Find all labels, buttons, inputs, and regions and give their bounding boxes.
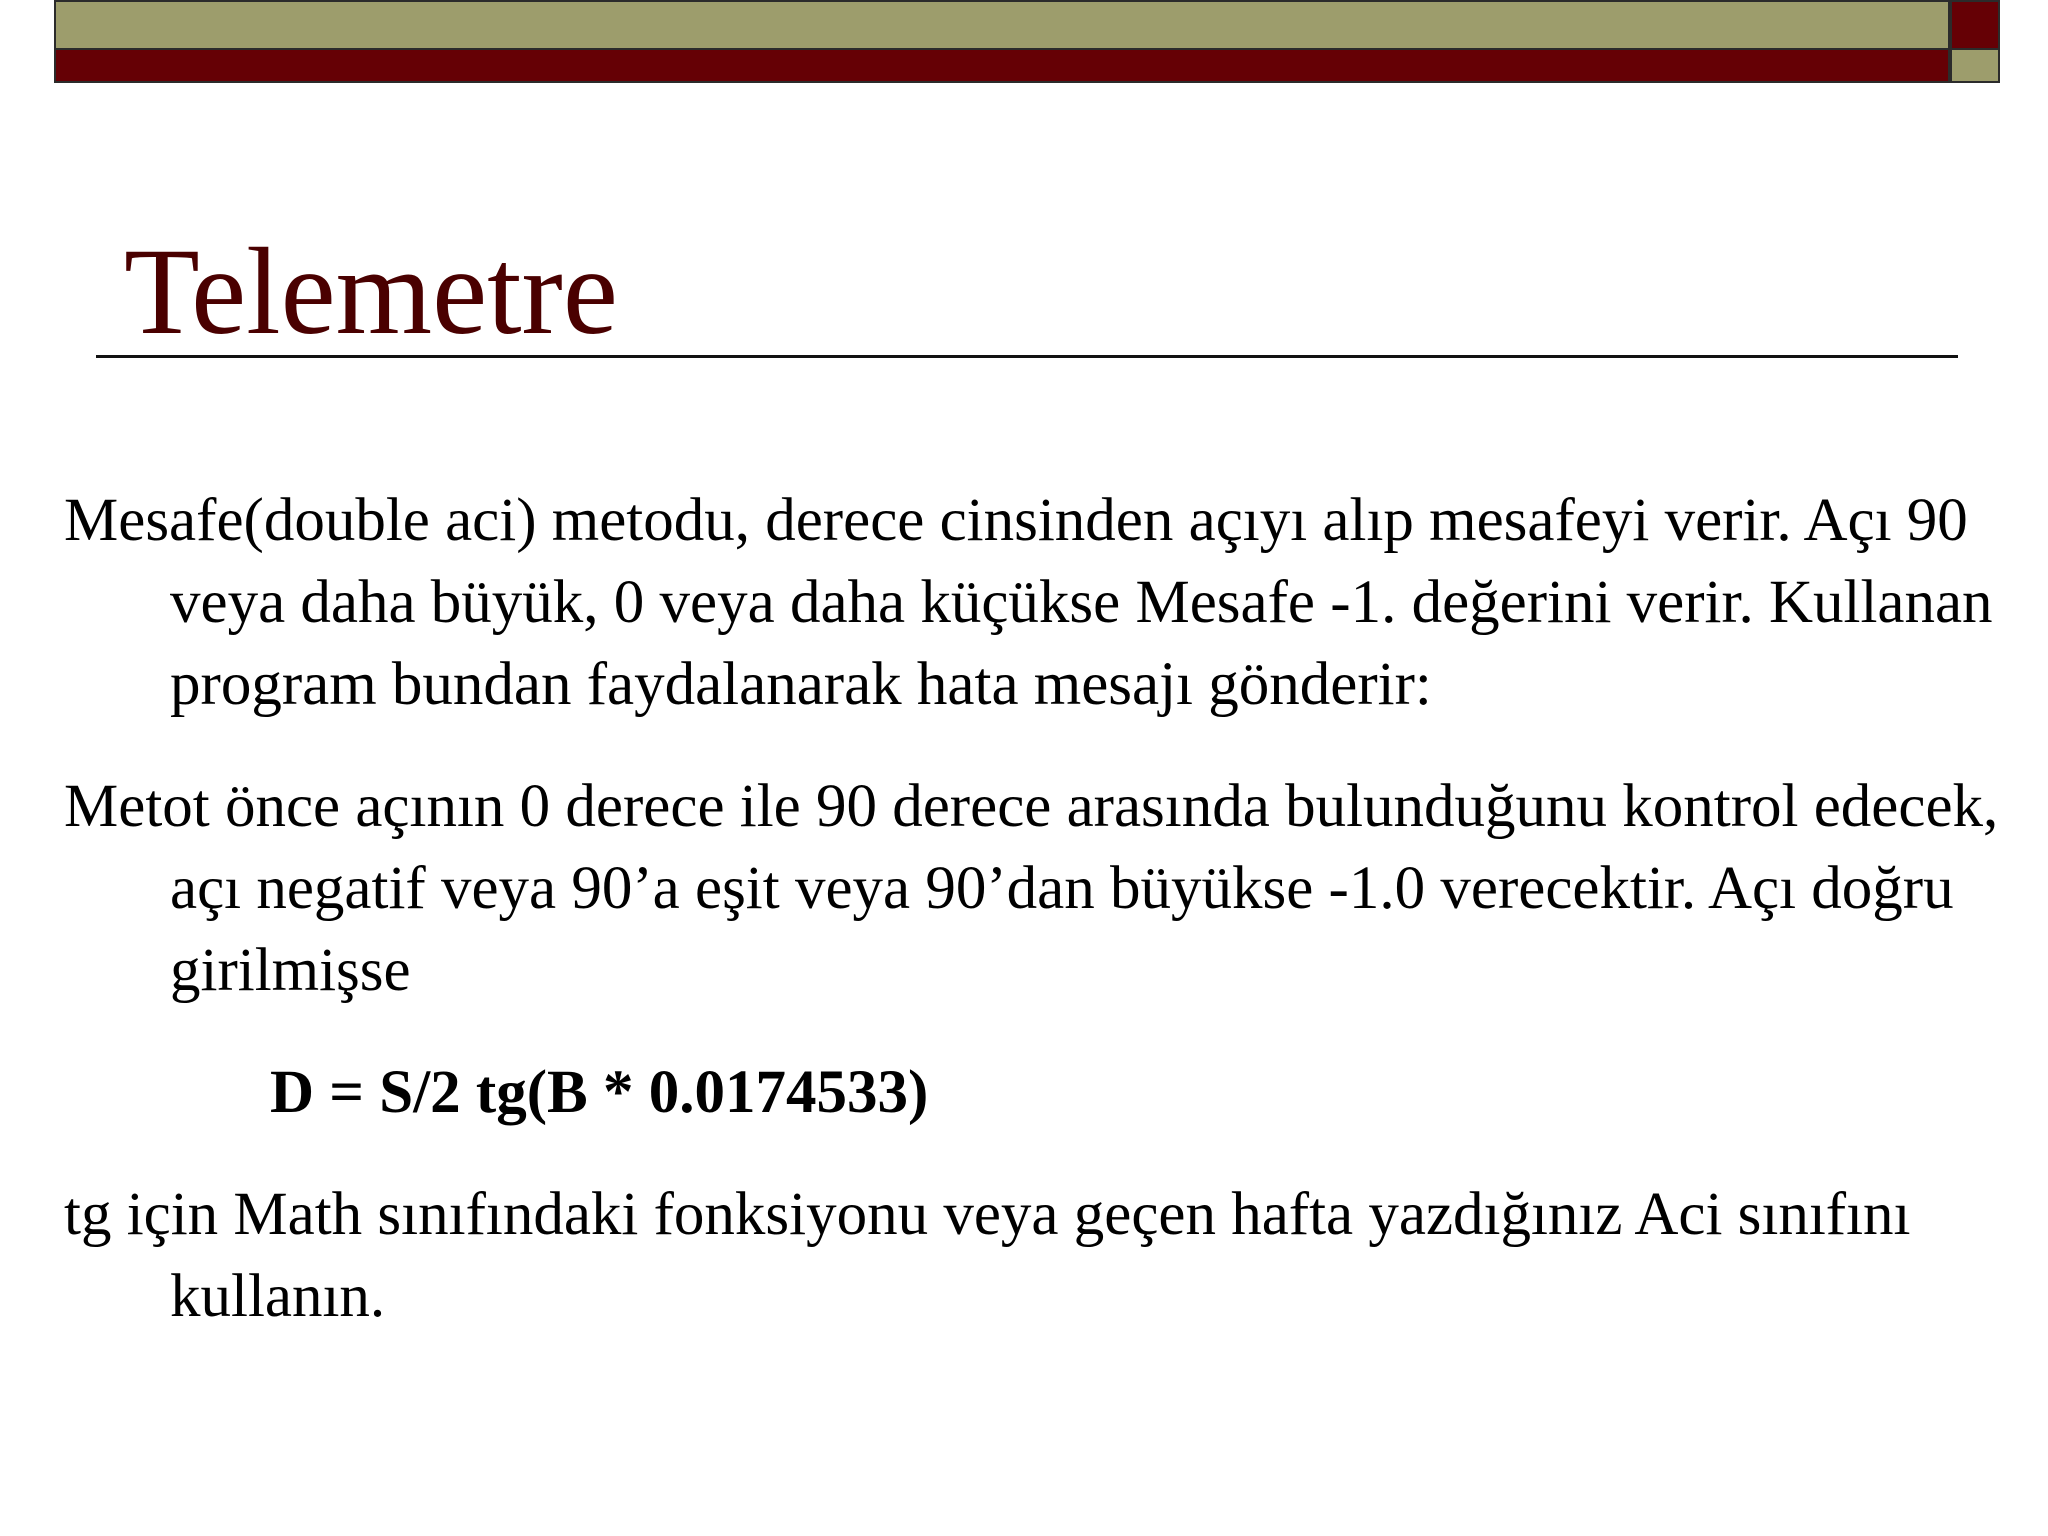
header-corner-olive-square [1950, 50, 2000, 83]
header-corner-maroon-square [1950, 0, 2000, 50]
paragraph-tg-hint: tg için Math sınıfındaki fonksiyonu veya geçen hafta yazdığınız Aci sınıfını kullanın. [64, 1181, 1911, 1330]
header-bar-maroon [54, 50, 1950, 83]
slide-title: Telemetre [124, 223, 618, 360]
paragraph-method-check: Metot önce açının 0 derece ile 90 derece arasında bulunduğunu kontrol edecek, açı negatif veya 90’a eşit veya 90’dan büyükse -1.0 verecektir. Açı doğru girilmişse [64, 773, 1999, 1004]
header-bar-olive [54, 0, 1950, 50]
title-underline [96, 355, 1958, 358]
paragraph-mesafe-method: Mesafe(double aci) metodu, derece cinsinden açıyı alıp mesafeyi verir. Açı 90 veya daha büyük, 0 veya daha küçükse Mesafe -1. değerini verir. Kullanan program bundan faydalanarak hata mesajı gönderir: [64, 487, 1993, 718]
distance-formula: D = S/2 tg(B * 0.0174533) [270, 1059, 929, 1126]
slide-body [64, 480, 2008, 1378]
